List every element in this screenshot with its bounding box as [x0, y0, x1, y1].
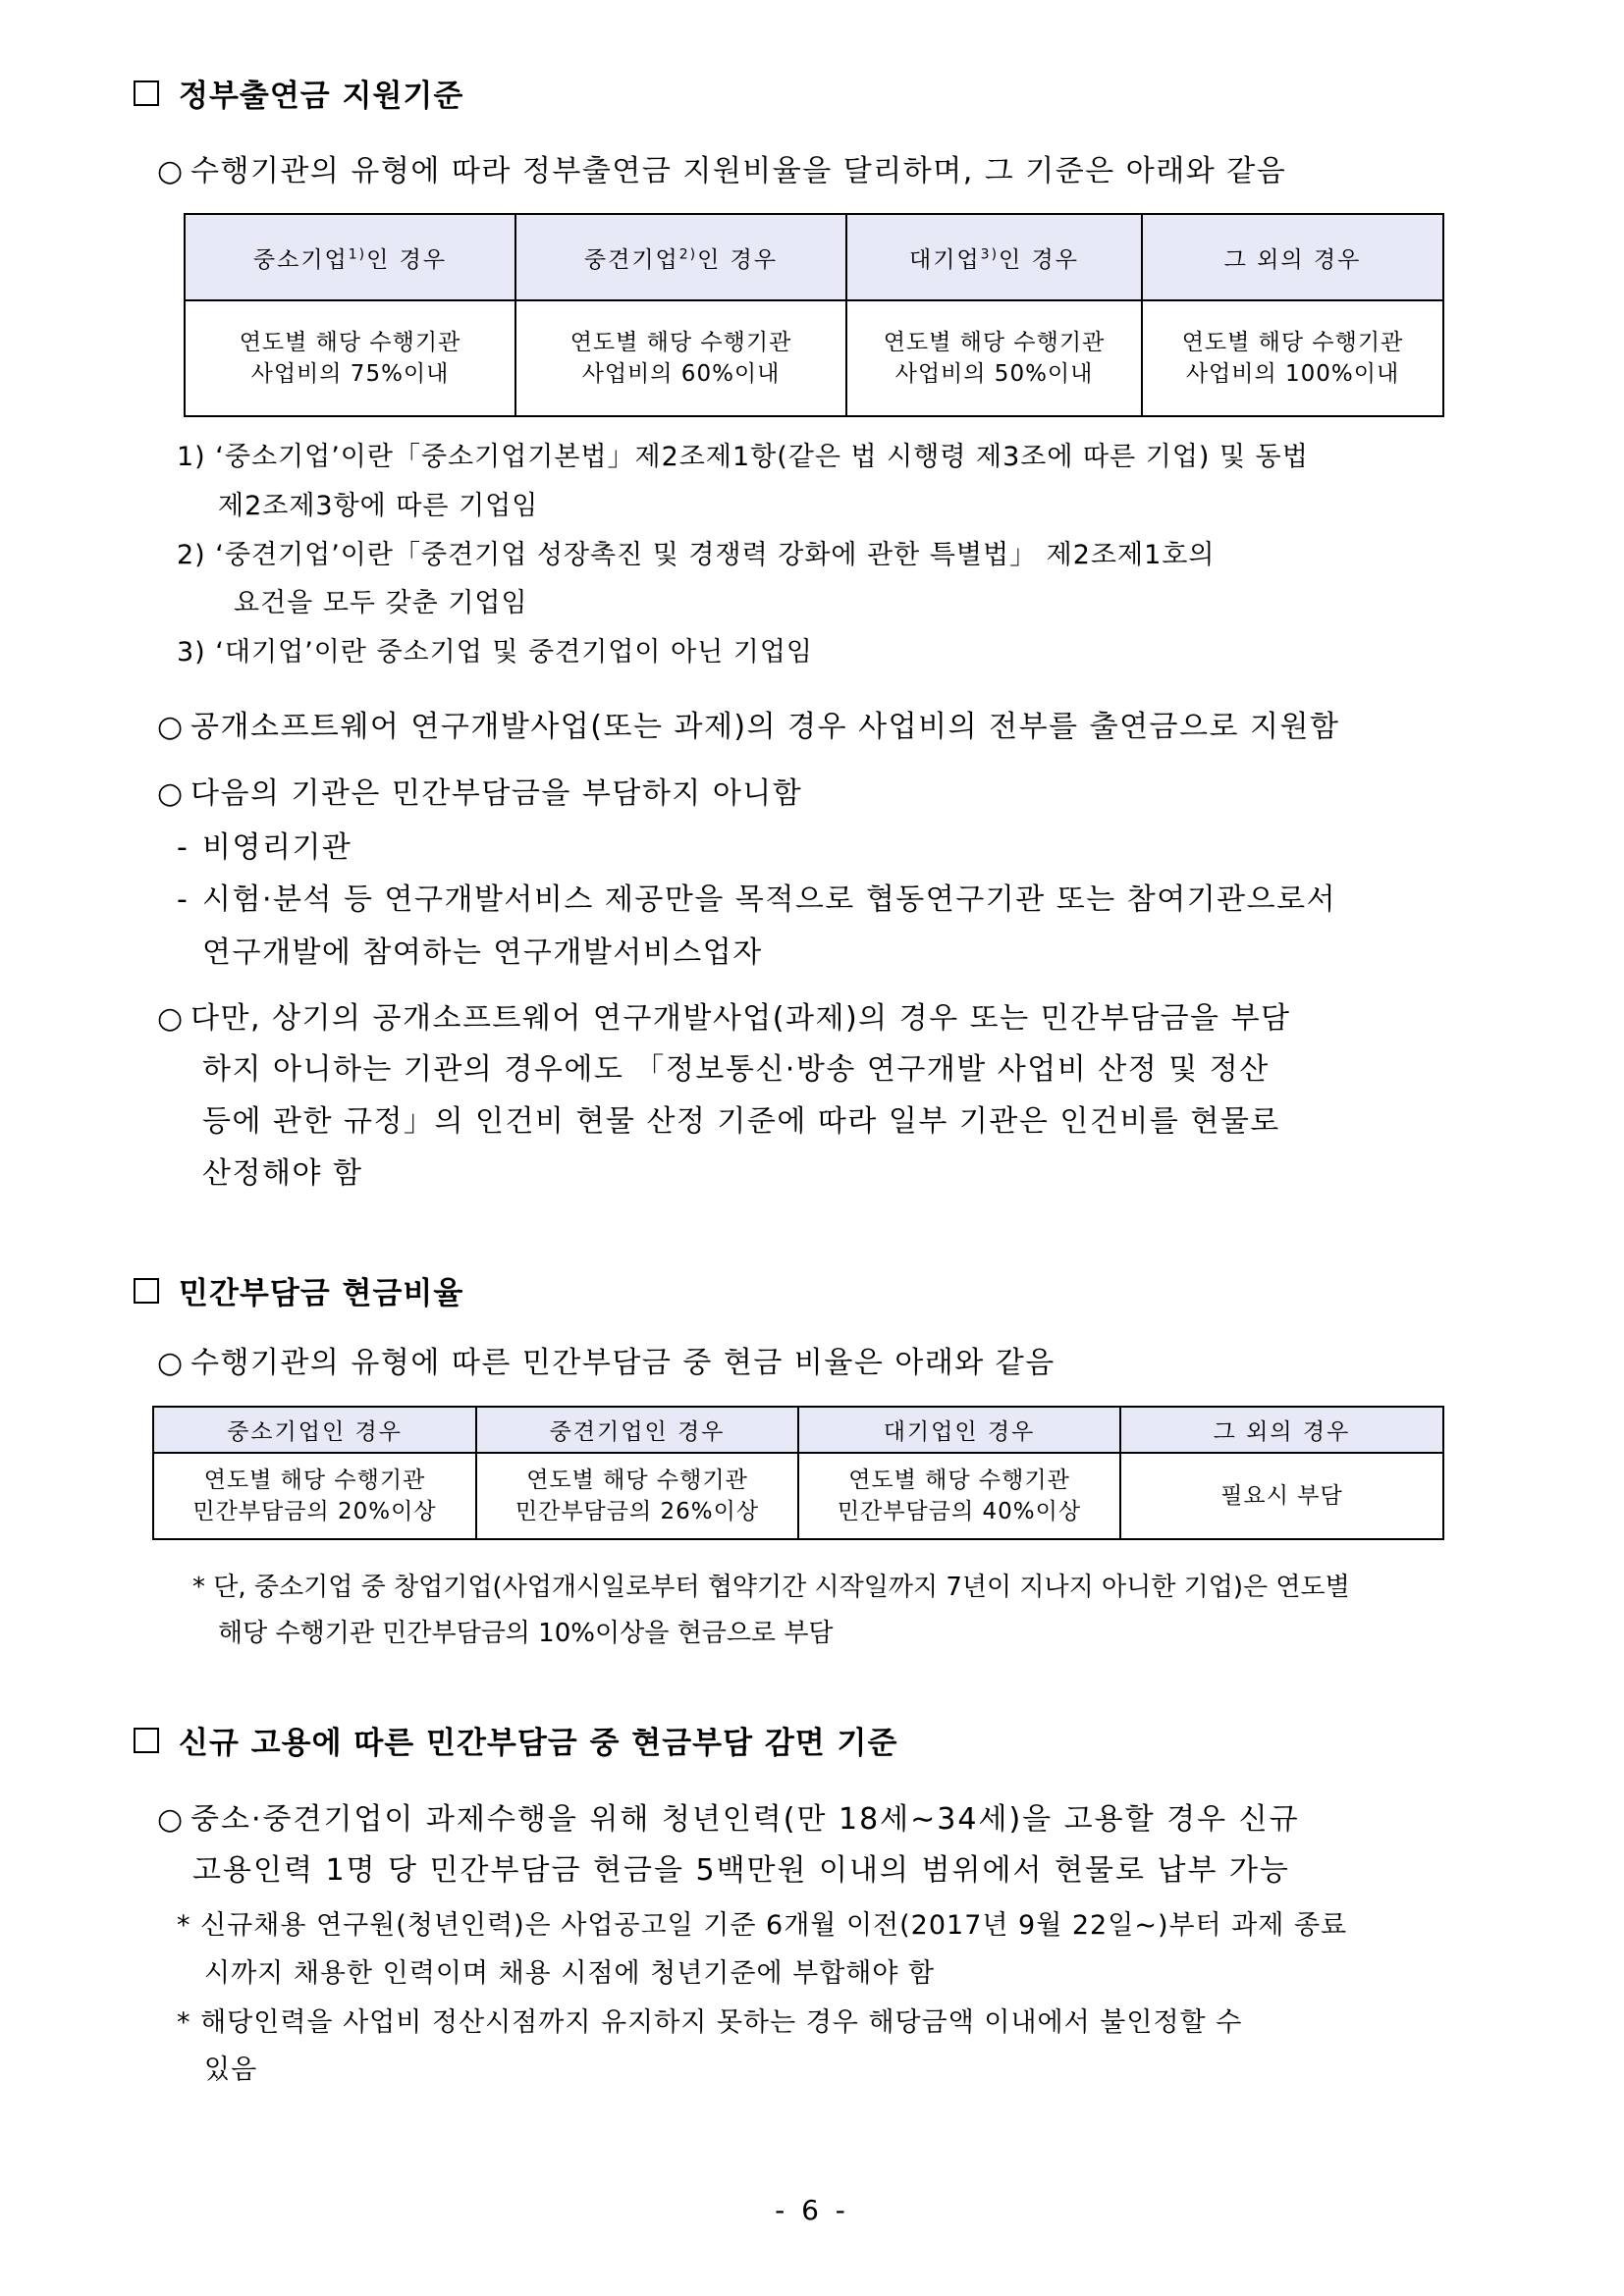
cash-ratio-table [152, 1406, 1444, 1540]
footnote: 제2조제3항에 따른 기업임 [218, 491, 539, 521]
table-cell: 필요시 부담 [1120, 1453, 1443, 1539]
table-header-row [185, 214, 1443, 300]
bullet-text: 다음의 기관은 민간부담금을 부담하지 아니함 [190, 776, 803, 811]
heading-text: 신규 고용에 따른 민간부담금 중 현금부담 감면 기준 [179, 1726, 898, 1761]
table-header-cell: 대기업인 경우 [798, 1407, 1120, 1453]
checkbox-square-icon [134, 80, 159, 106]
circle-bullet-icon: ○ [157, 1802, 186, 1837]
dash-bullet-icon: - [177, 830, 189, 865]
bullet-continuation: 산정해야 함 [202, 1156, 363, 1191]
bullet-paragraph [157, 146, 1286, 197]
footnote: 시까지 채용한 인력이며 채용 시점에 청년기준에 부합해야 함 [204, 1958, 936, 1989]
dash-item: - 비영리기관 [177, 823, 352, 874]
table-header-row [153, 1407, 1443, 1453]
footnote: 2) ‘중견기업’이란「중견기업 성장촉진 및 경쟁력 강화에 관한 특별법」 제2조제1호의 [177, 540, 1216, 570]
bullet-text: 다만, 상기의 공개소프트웨어 연구개발사업(과제)의 경우 또는 민간부담금을 부담 [190, 1001, 1291, 1036]
circle-bullet-icon: ○ [157, 710, 185, 744]
table-header-cell: 중견기업인 경우 [476, 1407, 798, 1453]
footnote: * 신규채용 연구원(청년인력)은 사업공고일 기준 6개월 이전(2017년 9월 22일∼)부터 과제 종료 [177, 1910, 1348, 1941]
circle-bullet-icon: ○ [157, 1346, 185, 1380]
footnote: * 해당인력을 사업비 정산시점까지 유지하지 못하는 경우 해당금액 이내에서 불인정할 수 [177, 2007, 1243, 2038]
table-header-cell: 그 외의 경우 [1142, 214, 1443, 300]
circle-bullet-icon: ○ [157, 776, 185, 811]
bullet-paragraph [157, 993, 1291, 1044]
table-cell: 연도별 해당 수행기관 민간부담금의 26%이상 [476, 1453, 798, 1539]
checkbox-square-icon [134, 1278, 159, 1304]
heading-text: 정부출연금 지원기준 [179, 79, 464, 114]
footnote: 3) ‘대기업’이란 중소기업 및 중견기업이 아닌 기업임 [177, 637, 814, 667]
dash-item-continuation: 연구개발에 참여하는 연구개발서비스업자 [202, 935, 763, 970]
table-cell: 연도별 해당 수행기관 사업비의 100%이내 [1142, 300, 1443, 416]
bullet-continuation: 고용인력 1명 당 민간부담금 현금을 5백만원 이내의 범위에서 현물로 납부 가능 [192, 1853, 1290, 1888]
bullet-paragraph [157, 769, 802, 820]
bullet-text: 수행기관의 유형에 따라 정부출연금 지원비율을 달리하며, 그 기준은 아래와 같음 [190, 154, 1287, 188]
table-note: 해당 수행기관 민간부담금의 10%이상을 현금으로 부담 [218, 1619, 834, 1648]
section-heading-new-hire-reduction [134, 1718, 897, 1762]
dash-item: - 시험·분석 등 연구개발서비스 제공만을 목적으로 협동연구기관 또는 참여기관으로서 [177, 875, 1336, 926]
heading-text: 민간부담금 현금비율 [179, 1276, 464, 1311]
footnote: 있음 [204, 2055, 258, 2085]
table-header-cell: 중견기업$^{2)}$인 경우 [515, 214, 846, 300]
circle-bullet-icon: ○ [157, 1001, 185, 1036]
table-note: * 단, 중소기업 중 창업기업(사업개시일로부터 협약기간 시작일까지 7년이 지나지 아니한 기업)은 연도별 [192, 1573, 1350, 1602]
section-heading-government-contribution [134, 71, 463, 115]
table-cell: 연도별 해당 수행기관 사업비의 60%이내 [515, 300, 846, 416]
dash-bullet-icon: - [177, 882, 189, 917]
page-number: - 6 - [775, 2194, 849, 2226]
government-contribution-table [184, 213, 1444, 417]
checkbox-square-icon [134, 1728, 159, 1753]
table-cell: 연도별 해당 수행기관 사업비의 50%이내 [846, 300, 1142, 416]
table-cell: 연도별 해당 수행기관 민간부담금의 20%이상 [153, 1453, 476, 1539]
bullet-text: 수행기관의 유형에 따른 민간부담금 중 현금 비율은 아래와 같음 [190, 1346, 1056, 1380]
table-header-cell: 대기업$^{3)}$인 경우 [846, 214, 1142, 300]
table-header-cell: 중소기업$^{1)}$인 경우 [185, 214, 515, 300]
bullet-continuation: 하지 아니하는 기관의 경우에도 「정보통신·방송 연구개발 사업비 산정 및 정산 [202, 1052, 1270, 1087]
table-cell: 연도별 해당 수행기관 민간부담금의 40%이상 [798, 1453, 1120, 1539]
circle-bullet-icon: ○ [157, 154, 185, 188]
table-header-cell: 그 외의 경우 [1120, 1407, 1443, 1453]
bullet-paragraph [157, 1794, 1300, 1845]
bullet-text: 중소·중견기업이 과제수행을 위해 청년인력(만 18세∼34세)을 고용할 경우 신규 [190, 1802, 1300, 1837]
bullet-continuation: 등에 관한 규정」의 인건비 현물 산정 기준에 따라 일부 기관은 인건비를 현물로 [202, 1104, 1280, 1139]
table-header-cell: 중소기업인 경우 [153, 1407, 476, 1453]
table-row [153, 1453, 1443, 1539]
table-row [185, 300, 1443, 416]
table-cell: 연도별 해당 수행기관 사업비의 75%이내 [185, 300, 515, 416]
footnote: 요건을 모두 갖춘 기업임 [234, 588, 528, 618]
bullet-paragraph [157, 702, 1339, 753]
footnote: 1) ‘중소기업’이란「중소기업기본법」제2조제1항(같은 법 시행령 제3조에 따른 기업) 및 동법 [177, 442, 1309, 472]
bullet-text: 공개소프트웨어 연구개발사업(또는 과제)의 경우 사업비의 전부를 출연금으로 지원함 [190, 710, 1340, 744]
bullet-paragraph [157, 1338, 1056, 1389]
section-heading-cash-ratio [134, 1268, 463, 1312]
